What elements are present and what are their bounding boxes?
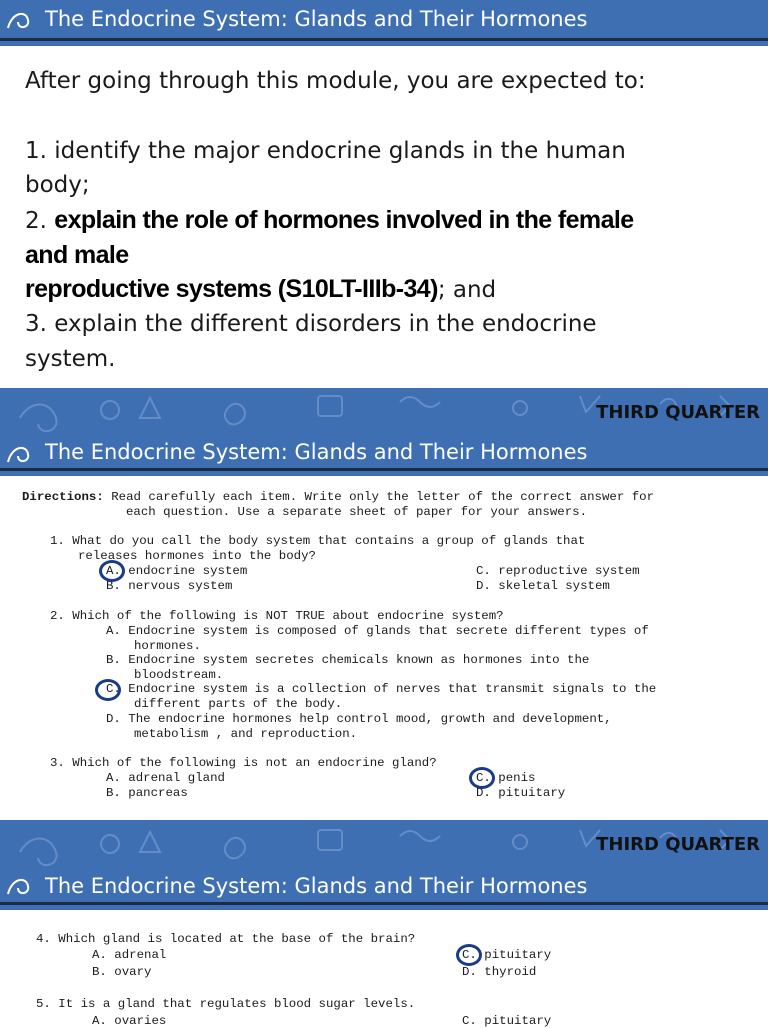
banner-lower (0, 820, 768, 910)
directions-label: Directions: (22, 490, 104, 504)
q3-option-b: B. pancreas (106, 786, 188, 800)
directions-line-1 (22, 490, 654, 504)
q4-option-a: A. adrenal (92, 948, 167, 962)
objective-3-line-2: system. (25, 346, 116, 372)
banner-bottom-line (0, 38, 768, 41)
q2-option-a-line-2: hormones. (134, 639, 201, 653)
swirl-icon (4, 8, 44, 34)
banner-middle (0, 388, 768, 476)
q1-option-d: D. skeletal system (476, 579, 610, 593)
quiz-panel-2 (0, 910, 768, 1028)
q5-option-c: C. pituitary (462, 1014, 552, 1028)
question-2: 2. Which of the following is NOT TRUE about endocrine system? (50, 609, 504, 623)
answer-circle-q1 (99, 560, 125, 582)
q1-option-c: C. reproductive system (476, 564, 640, 578)
answer-circle-q4 (456, 944, 482, 966)
objective-2-line-2 (25, 238, 129, 274)
q4-option-d: D. thyroid (462, 965, 537, 979)
quiz-panel-1 (0, 476, 768, 820)
objective-1-line-2: body; (25, 172, 90, 198)
question-4: 4. Which gland is located at the base of the brain? (36, 932, 416, 946)
objective-2-line-3 (25, 272, 496, 308)
objectives-panel (0, 46, 768, 388)
directions-text-1: Read carefully each item. Write only the letter of the correct answer for (111, 490, 655, 504)
q1-option-a: A. endocrine system (106, 564, 248, 578)
q4-option-c: C. pituitary (462, 948, 552, 962)
objective-2-line-1 (25, 203, 634, 239)
q2-option-c-line-2: different parts of the body. (134, 697, 343, 711)
objective-2-tail: ; and (437, 277, 497, 303)
q2-option-b-line-1: B. Endocrine system secretes chemicals known as hormones into the (106, 653, 590, 667)
objectives-intro: After going through this module, you are expected to: (25, 68, 646, 94)
q3-option-c: C. penis (476, 771, 536, 785)
objective-2-bold-2: and male (25, 241, 129, 269)
answer-circle-q2 (95, 679, 121, 701)
banner-top (0, 0, 768, 46)
q2-option-b-line-2: bloodstream. (134, 668, 224, 682)
q3-option-a: A. adrenal gland (106, 771, 225, 785)
banner-title: The Endocrine System: Glands and Their Hormones (45, 440, 588, 464)
objective-3-line-1: 3. explain the different disorders in the endocrine (25, 311, 597, 337)
objective-2-number: 2. (25, 208, 55, 234)
q2-option-d-line-2: metabolism , and reproduction. (134, 727, 358, 741)
banner-title: The Endocrine System: Glands and Their Hormones (45, 7, 588, 31)
banner-title: The Endocrine System: Glands and Their Hormones (45, 874, 588, 898)
q2-option-a-line-1: A. Endocrine system is composed of glands that secrete different types of (106, 624, 649, 638)
banner-bottom-line (0, 468, 768, 471)
question-1-line-1: 1. What do you call the body system that contains a group of glands that (50, 534, 586, 548)
objective-2-bold-1: explain the role of hormones involved in the female (54, 206, 634, 234)
banner-bottom-line (0, 902, 768, 905)
q5-option-a: A. ovaries (92, 1014, 167, 1028)
directions-line-2: each question. Use a separate sheet of paper for your answers. (126, 505, 588, 519)
question-1-line-2: releases hormones into the body? (78, 549, 316, 563)
q3-option-d: D. pituitary (476, 786, 566, 800)
quarter-label: THIRD QUARTER (596, 402, 760, 423)
answer-circle-q3 (469, 767, 495, 789)
objective-2-bold-3: reproductive systems (S10LT-IIIb-34) (25, 275, 438, 303)
q4-option-b: B. ovary (92, 965, 152, 979)
quarter-label: THIRD QUARTER (596, 834, 760, 855)
q2-option-c-line-1: C. Endocrine system is a collection of nerves that transmit signals to the (106, 682, 657, 696)
question-5: 5. It is a gland that regulates blood sugar levels. (36, 997, 416, 1011)
swirl-icon (4, 874, 44, 900)
objective-1-line-1: 1. identify the major endocrine glands in the human (25, 138, 626, 164)
question-3: 3. Which of the following is not an endocrine gland? (50, 756, 437, 770)
q2-option-d-line-1: D. The endocrine hormones help control mood, growth and development, (106, 712, 612, 726)
q1-option-b: B. nervous system (106, 579, 233, 593)
swirl-icon (4, 442, 44, 468)
